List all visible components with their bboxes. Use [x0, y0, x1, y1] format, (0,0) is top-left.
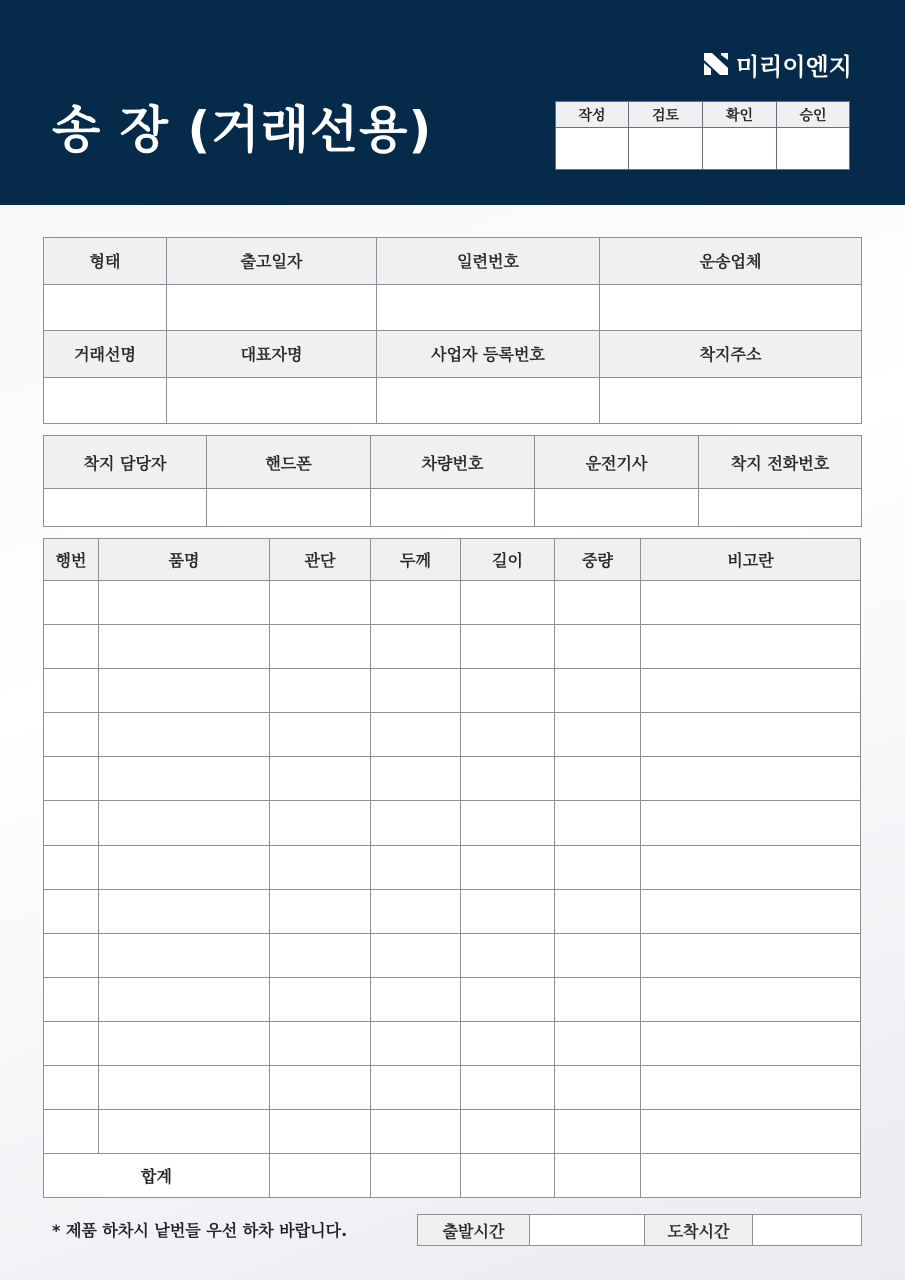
cell-row-number[interactable]: [44, 581, 99, 625]
cell-product-name[interactable]: [99, 1066, 270, 1110]
unloading-note: * 제품 하차시 낱번들 우선 하차 바랍니다.: [52, 1221, 348, 1240]
cell-remarks[interactable]: [641, 625, 861, 669]
cell-pipe-size[interactable]: [270, 933, 371, 977]
approval-sign-check[interactable]: [703, 128, 777, 170]
cell-product-name[interactable]: [99, 977, 270, 1021]
label-destination-manager: 착지 담당자: [44, 436, 207, 489]
cell-pipe-size[interactable]: [270, 625, 371, 669]
total-remarks[interactable]: [641, 1154, 861, 1198]
cell-product-name[interactable]: [99, 1110, 270, 1154]
cell-row-number[interactable]: [44, 669, 99, 713]
cell-remarks[interactable]: [641, 713, 861, 757]
cell-pipe-size[interactable]: [270, 977, 371, 1021]
cell-weight[interactable]: [555, 801, 641, 845]
cell-pipe-size[interactable]: [270, 669, 371, 713]
table-row: [44, 977, 861, 1021]
cell-length[interactable]: [461, 845, 555, 889]
header-banner: [0, 0, 905, 205]
cell-remarks[interactable]: [641, 933, 861, 977]
cell-pipe-size[interactable]: [270, 757, 371, 801]
approval-sign-review[interactable]: [629, 128, 703, 170]
table-row: [44, 1066, 861, 1110]
cell-thickness[interactable]: [371, 1021, 461, 1065]
cell-row-number[interactable]: [44, 1021, 99, 1065]
cell-weight[interactable]: [555, 933, 641, 977]
cell-product-name[interactable]: [99, 713, 270, 757]
cell-length[interactable]: [461, 757, 555, 801]
col-remarks: 비고란: [641, 539, 861, 581]
cell-product-name[interactable]: [99, 1021, 270, 1065]
field-carrier[interactable]: [600, 284, 862, 331]
field-ship-date[interactable]: [167, 284, 377, 331]
brand: [703, 48, 852, 80]
table-row: [44, 713, 861, 757]
field-type[interactable]: [44, 284, 167, 331]
cell-remarks[interactable]: [641, 1066, 861, 1110]
cell-length[interactable]: [461, 977, 555, 1021]
cell-thickness[interactable]: [371, 889, 461, 933]
cell-length[interactable]: [461, 713, 555, 757]
cell-product-name[interactable]: [99, 669, 270, 713]
label-destination-address: 착지주소: [600, 331, 862, 378]
cell-thickness[interactable]: [371, 1066, 461, 1110]
cell-pipe-size[interactable]: [270, 845, 371, 889]
field-business-reg-number[interactable]: [377, 377, 600, 424]
cell-weight[interactable]: [555, 713, 641, 757]
cell-weight[interactable]: [555, 1066, 641, 1110]
approval-header-review: 검토: [629, 102, 703, 128]
cell-weight[interactable]: [555, 669, 641, 713]
cell-remarks[interactable]: [641, 1021, 861, 1065]
cell-row-number[interactable]: [44, 1110, 99, 1154]
brand-name: 미리이엔지: [736, 52, 852, 81]
total-label: 합계: [44, 1154, 270, 1198]
total-weight[interactable]: [555, 1154, 641, 1198]
cell-remarks[interactable]: [641, 581, 861, 625]
cell-thickness[interactable]: [371, 669, 461, 713]
cell-pipe-size[interactable]: [270, 713, 371, 757]
total-pipe-size[interactable]: [270, 1154, 371, 1198]
field-client-name[interactable]: [44, 377, 167, 424]
approval-header-approve: 승인: [777, 102, 850, 128]
field-serial-number[interactable]: [377, 284, 600, 331]
cell-row-number[interactable]: [44, 845, 99, 889]
table-row: [44, 845, 861, 889]
table-row: [44, 801, 861, 845]
cell-pipe-size[interactable]: [270, 889, 371, 933]
cell-product-name[interactable]: [99, 845, 270, 889]
cell-remarks[interactable]: [641, 801, 861, 845]
cell-length[interactable]: [461, 801, 555, 845]
cell-pipe-size[interactable]: [270, 1021, 371, 1065]
field-departure-time[interactable]: [530, 1215, 645, 1246]
cell-pipe-size[interactable]: [270, 1110, 371, 1154]
cell-remarks[interactable]: [641, 845, 861, 889]
col-thickness: 두께: [371, 539, 461, 581]
cell-thickness[interactable]: [371, 845, 461, 889]
table-row: [44, 669, 861, 713]
label-carrier: 운송업체: [600, 238, 862, 285]
table-row: [44, 757, 861, 801]
cell-weight[interactable]: [555, 889, 641, 933]
approval-sign-write[interactable]: [556, 128, 629, 170]
label-vehicle-number: 차량번호: [371, 436, 535, 489]
cell-thickness[interactable]: [371, 1110, 461, 1154]
cell-length[interactable]: [461, 933, 555, 977]
cell-thickness[interactable]: [371, 581, 461, 625]
cell-row-number[interactable]: [44, 713, 99, 757]
cell-product-name[interactable]: [99, 801, 270, 845]
col-product-name: 품명: [99, 539, 270, 581]
field-destination-manager[interactable]: [44, 489, 207, 527]
shipment-info-table: [43, 237, 862, 424]
col-row-number: 행번: [44, 539, 99, 581]
table-row: [44, 625, 861, 669]
table-row: [44, 1021, 861, 1065]
approval-table: [555, 101, 850, 170]
cell-thickness[interactable]: [371, 933, 461, 977]
cell-row-number[interactable]: [44, 977, 99, 1021]
cell-remarks[interactable]: [641, 757, 861, 801]
label-destination-phone: 착지 전화번호: [699, 436, 862, 489]
total-thickness[interactable]: [371, 1154, 461, 1198]
cell-pipe-size[interactable]: [270, 581, 371, 625]
label-business-reg-number: 사업자 등록번호: [377, 331, 600, 378]
cell-thickness[interactable]: [371, 713, 461, 757]
item-rows: [44, 581, 861, 1154]
field-vehicle-number[interactable]: [371, 489, 535, 527]
col-length: 길이: [461, 539, 555, 581]
table-row: [44, 581, 861, 625]
col-pipe-size: 관단: [270, 539, 371, 581]
label-mobile: 핸드폰: [207, 436, 371, 489]
table-row: [44, 933, 861, 977]
label-serial-number: 일련번호: [377, 238, 600, 285]
label-representative: 대표자명: [167, 331, 377, 378]
cell-product-name[interactable]: [99, 757, 270, 801]
cell-thickness[interactable]: [371, 977, 461, 1021]
col-weight: 중량: [555, 539, 641, 581]
approval-sign-approve[interactable]: [777, 128, 850, 170]
table-row: [44, 1110, 861, 1154]
cell-weight[interactable]: [555, 581, 641, 625]
cell-pipe-size[interactable]: [270, 1066, 371, 1110]
cell-length[interactable]: [461, 1021, 555, 1065]
cell-row-number[interactable]: [44, 933, 99, 977]
cell-thickness[interactable]: [371, 801, 461, 845]
cell-thickness[interactable]: [371, 757, 461, 801]
cell-product-name[interactable]: [99, 625, 270, 669]
cell-row-number[interactable]: [44, 889, 99, 933]
label-type: 형태: [44, 238, 167, 285]
cell-weight[interactable]: [555, 757, 641, 801]
approval-header-write: 작성: [556, 102, 629, 128]
label-arrival-time: 도착시간: [645, 1215, 753, 1246]
cell-thickness[interactable]: [371, 625, 461, 669]
time-table: [417, 1214, 862, 1246]
cell-product-name[interactable]: [99, 889, 270, 933]
field-destination-phone[interactable]: [699, 489, 862, 527]
label-client-name: 거래선명: [44, 331, 167, 378]
cell-row-number[interactable]: [44, 801, 99, 845]
label-departure-time: 출발시간: [418, 1215, 530, 1246]
cell-remarks[interactable]: [641, 1110, 861, 1154]
cell-length[interactable]: [461, 581, 555, 625]
field-representative[interactable]: [167, 377, 377, 424]
cell-length[interactable]: [461, 1066, 555, 1110]
cell-length[interactable]: [461, 625, 555, 669]
cell-weight[interactable]: [555, 845, 641, 889]
table-row: [44, 889, 861, 933]
cell-row-number[interactable]: [44, 757, 99, 801]
items-table: [43, 538, 861, 1198]
total-length[interactable]: [461, 1154, 555, 1198]
cell-weight[interactable]: [555, 625, 641, 669]
field-driver[interactable]: [535, 489, 699, 527]
cell-remarks[interactable]: [641, 977, 861, 1021]
cell-length[interactable]: [461, 669, 555, 713]
delivery-contact-table: [43, 435, 862, 527]
page-title: 송 장 (거래선용): [52, 101, 433, 159]
cell-length[interactable]: [461, 889, 555, 933]
cell-weight[interactable]: [555, 1021, 641, 1065]
field-arrival-time[interactable]: [753, 1215, 862, 1246]
cell-remarks[interactable]: [641, 669, 861, 713]
label-ship-date: 출고일자: [167, 238, 377, 285]
brand-logo-icon: [703, 52, 729, 76]
cell-pipe-size[interactable]: [270, 801, 371, 845]
cell-length[interactable]: [461, 1110, 555, 1154]
cell-remarks[interactable]: [641, 889, 861, 933]
cell-weight[interactable]: [555, 1110, 641, 1154]
cell-row-number[interactable]: [44, 625, 99, 669]
label-driver: 운전기사: [535, 436, 699, 489]
cell-product-name[interactable]: [99, 581, 270, 625]
cell-product-name[interactable]: [99, 933, 270, 977]
field-mobile[interactable]: [207, 489, 371, 527]
cell-row-number[interactable]: [44, 1066, 99, 1110]
approval-header-check: 확인: [703, 102, 777, 128]
field-destination-address[interactable]: [600, 377, 862, 424]
cell-weight[interactable]: [555, 977, 641, 1021]
